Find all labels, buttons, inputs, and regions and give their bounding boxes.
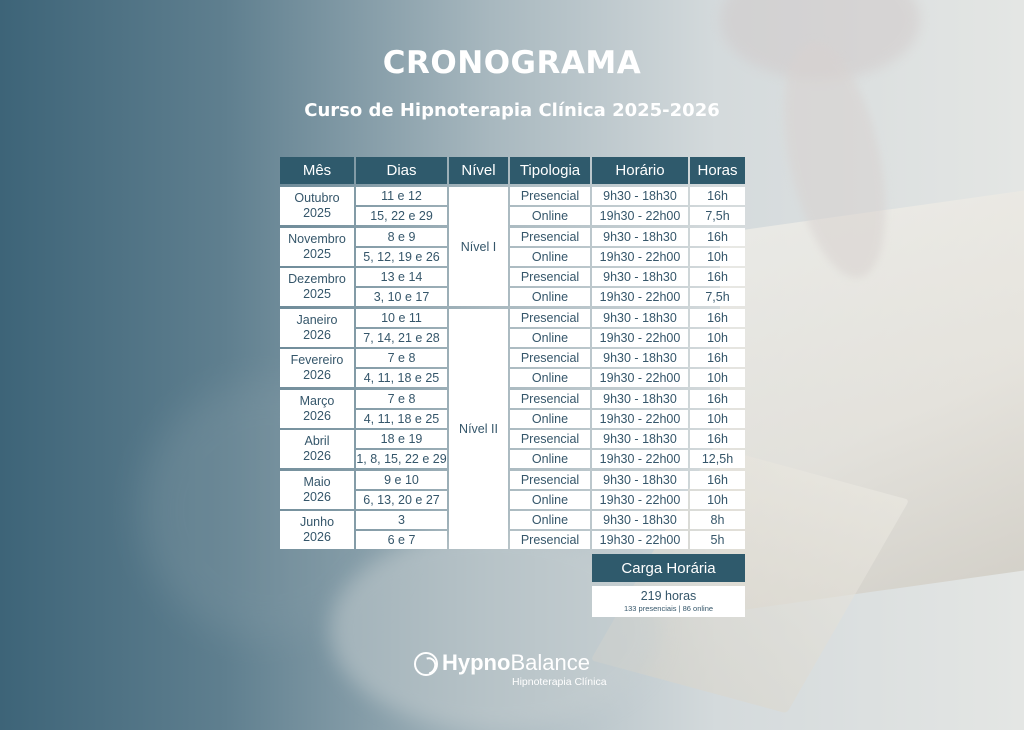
type-cell: Online <box>510 329 590 347</box>
workload-total: 219 horas <box>640 589 697 603</box>
days-cell: 4, 11, 18 e 25 <box>356 410 447 428</box>
type-cell: Presencial <box>510 309 590 327</box>
days-cell: 10 e 11 <box>356 309 447 327</box>
type-cell: Presencial <box>510 268 590 286</box>
type-cell: Online <box>510 410 590 428</box>
hours-cell: 16h <box>690 390 745 408</box>
workload-box <box>592 586 745 617</box>
month-cell <box>280 309 354 347</box>
type-cell: Presencial <box>510 531 590 549</box>
header-days: Dias <box>356 157 447 184</box>
type-cell: Presencial <box>510 390 590 408</box>
time-cell: 9h30 - 18h30 <box>592 430 688 448</box>
hours-cell: 10h <box>690 491 745 509</box>
hours-cell: 16h <box>690 430 745 448</box>
type-cell: Online <box>510 511 590 529</box>
type-cell: Online <box>510 491 590 509</box>
time-cell: 9h30 - 18h30 <box>592 268 688 286</box>
time-cell: 19h30 - 22h00 <box>592 531 688 549</box>
logo-name-light: Balance <box>510 650 590 675</box>
month-year: 2026 <box>303 327 331 342</box>
time-cell: 9h30 - 18h30 <box>592 471 688 489</box>
month-year: 2026 <box>303 408 331 423</box>
page-title: CRONOGRAMA <box>382 45 642 81</box>
month-year: 2025 <box>303 287 331 302</box>
month-year: 2026 <box>303 368 331 383</box>
days-cell: 8 e 9 <box>356 228 447 246</box>
hours-cell: 8h <box>690 511 745 529</box>
month-year: 2025 <box>303 206 331 221</box>
hours-cell: 7,5h <box>690 288 745 306</box>
hours-cell: 16h <box>690 349 745 367</box>
month-cell <box>280 187 354 225</box>
month-year: 2025 <box>303 246 331 261</box>
time-cell: 9h30 - 18h30 <box>592 309 688 327</box>
month-cell <box>280 349 354 387</box>
logo-mark-icon <box>414 652 438 676</box>
time-cell: 19h30 - 22h00 <box>592 248 688 266</box>
days-cell: 11 e 12 <box>356 187 447 205</box>
time-cell: 19h30 - 22h00 <box>592 207 688 225</box>
month-year: 2026 <box>303 530 331 545</box>
month-cell <box>280 511 354 549</box>
days-cell: 9 e 10 <box>356 471 447 489</box>
days-cell: 1, 8, 15, 22 e 29 <box>356 452 447 467</box>
type-cell: Presencial <box>510 471 590 489</box>
month-name: Abril <box>304 434 330 449</box>
hours-cell: 16h <box>690 187 745 205</box>
type-cell: Online <box>510 248 590 266</box>
month-name: Março <box>299 393 335 408</box>
month-cell <box>280 390 354 428</box>
type-cell: Online <box>510 207 590 225</box>
workload-breakdown: 133 presenciais | 86 online <box>623 604 714 613</box>
hours-cell: 10h <box>690 410 745 428</box>
days-cell: 15, 22 e 29 <box>356 207 447 225</box>
time-cell: 19h30 - 22h00 <box>592 410 688 428</box>
time-cell: 9h30 - 18h30 <box>592 511 688 529</box>
time-cell: 9h30 - 18h30 <box>592 228 688 246</box>
hours-cell: 5h <box>690 531 745 549</box>
hours-cell: 16h <box>690 309 745 327</box>
level-cell: Nível II <box>449 309 508 550</box>
days-cell: 7 e 8 <box>356 390 447 408</box>
hours-cell: 16h <box>690 268 745 286</box>
hours-cell: 10h <box>690 329 745 347</box>
hours-cell: 10h <box>690 248 745 266</box>
header-type: Tipologia <box>510 157 590 184</box>
time-cell: 9h30 - 18h30 <box>592 390 688 408</box>
month-name: Novembro <box>288 231 346 246</box>
page-subtitle: Curso de Hipnoterapia Clínica 2025-2026 <box>304 100 720 121</box>
month-name: Dezembro <box>288 272 346 287</box>
month-cell <box>280 228 354 266</box>
time-cell: 19h30 - 22h00 <box>592 491 688 509</box>
month-name: Fevereiro <box>290 353 344 368</box>
days-cell: 7, 14, 21 e 28 <box>356 329 447 347</box>
type-cell: Online <box>510 369 590 387</box>
time-cell: 9h30 - 18h30 <box>592 349 688 367</box>
type-cell: Online <box>510 450 590 468</box>
logo-name <box>442 650 590 676</box>
month-name: Janeiro <box>296 312 338 327</box>
header-month: Mês <box>280 157 354 184</box>
month-year: 2026 <box>303 449 331 464</box>
time-cell: 9h30 - 18h30 <box>592 187 688 205</box>
month-name: Outubro <box>294 191 340 206</box>
days-cell: 4, 11, 18 e 25 <box>356 369 447 387</box>
days-cell: 5, 12, 19 e 26 <box>356 248 447 266</box>
time-cell: 19h30 - 22h00 <box>592 369 688 387</box>
days-cell: 6, 13, 20 e 27 <box>356 491 447 509</box>
days-cell: 3, 10 e 17 <box>356 288 447 306</box>
hypnobalance-logo <box>414 652 624 692</box>
level-cell: Nível I <box>449 187 508 306</box>
days-cell: 13 e 14 <box>356 268 447 286</box>
days-cell: 18 e 19 <box>356 430 447 448</box>
type-cell: Presencial <box>510 349 590 367</box>
month-cell <box>280 471 354 509</box>
header-hours: Horas <box>690 157 745 184</box>
month-cell <box>280 268 354 306</box>
header-time: Horário <box>592 157 688 184</box>
hours-cell: 16h <box>690 228 745 246</box>
logo-name-bold: Hypno <box>442 650 511 675</box>
time-cell: 19h30 - 22h00 <box>592 329 688 347</box>
days-cell: 6 e 7 <box>356 531 447 549</box>
month-year: 2026 <box>303 489 331 504</box>
time-cell: 19h30 - 22h00 <box>592 288 688 306</box>
time-cell: 19h30 - 22h00 <box>592 450 688 468</box>
hours-cell: 10h <box>690 369 745 387</box>
month-name: Maio <box>303 474 331 489</box>
type-cell: Presencial <box>510 228 590 246</box>
hours-cell: 12,5h <box>690 450 745 468</box>
type-cell: Presencial <box>510 187 590 205</box>
hours-cell: 7,5h <box>690 207 745 225</box>
header-level: Nível <box>449 157 508 184</box>
days-cell: 7 e 8 <box>356 349 447 367</box>
days-cell: 3 <box>356 511 447 529</box>
workload-header: Carga Horária <box>592 554 745 582</box>
month-name: Junho <box>299 515 335 530</box>
logo-tagline: Hipnoterapia Clínica <box>512 676 607 688</box>
month-cell <box>280 430 354 468</box>
type-cell: Presencial <box>510 430 590 448</box>
hours-cell: 16h <box>690 471 745 489</box>
type-cell: Online <box>510 288 590 306</box>
